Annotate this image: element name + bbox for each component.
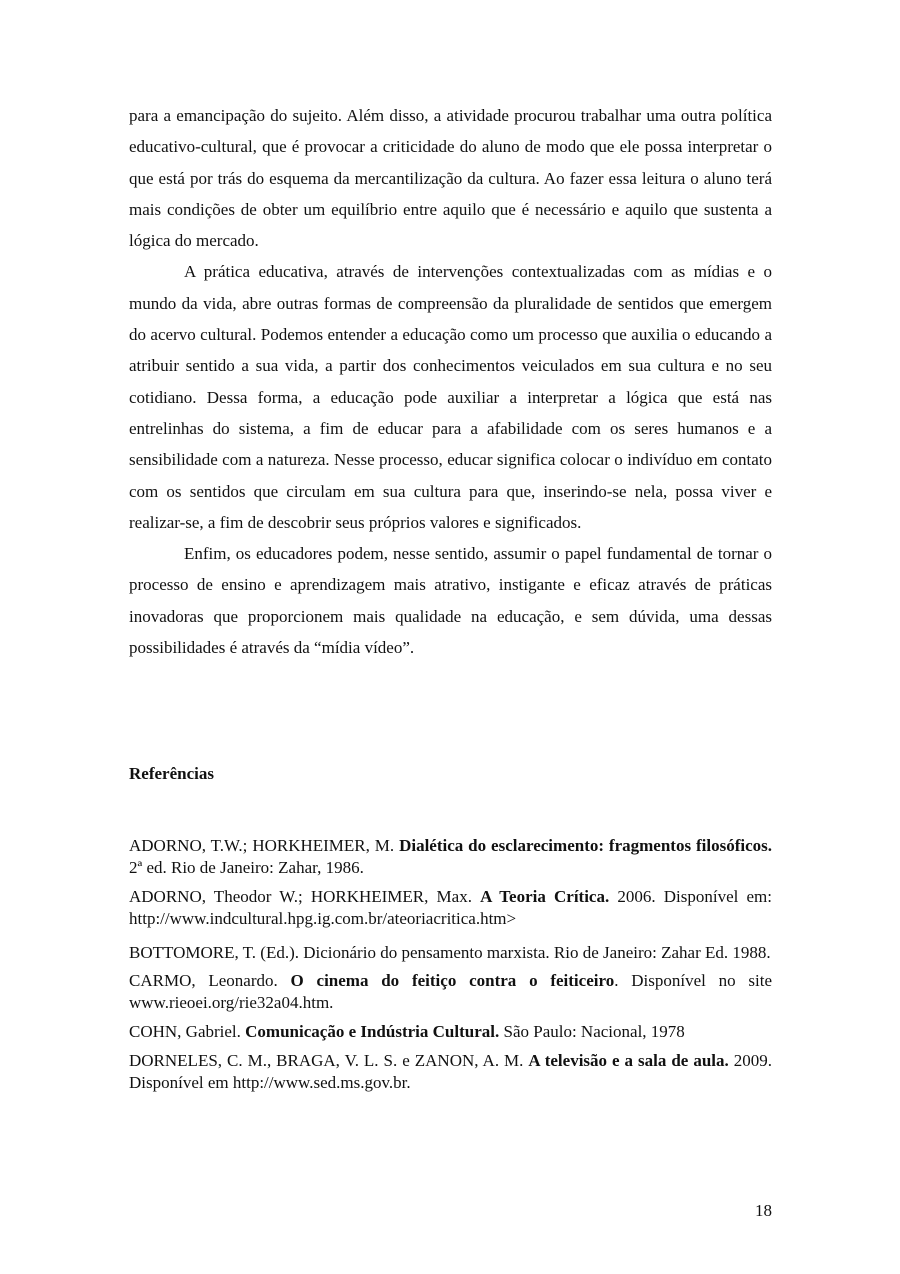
reference-item: ADORNO, T.W.; HORKHEIMER, M. Dialética do esclarecimento: fragmentos filosóficos. 2ª ed. Rio de Janeiro: Zahar, 1986. (129, 836, 772, 877)
body-text (129, 100, 772, 663)
paragraph-1: para a emancipação do sujeito. Além disso, a atividade procurou trabalhar uma outra política educativo-cultural, que é provocar a criticidade do aluno de modo que ele possa interpretar o que está por trás do esquema da mercantilização da cultura. Ao fazer essa leitura o aluno terá mais condições de obter um equilíbrio entre aquilo que é necessário e aquilo que sustenta a lógica do mercado. (129, 106, 772, 251)
references-heading: Referências (129, 764, 214, 783)
reference-item: CARMO, Leonardo. O cinema do feitiço contra o feiticeiro. Disponível no site www.rieoei.org/rie32a04.htm. (129, 971, 773, 1012)
references-list (129, 835, 772, 1101)
paragraph-3: Enfim, os educadores podem, nesse sentido, assumir o papel fundamental de tornar o processo de ensino e aprendizagem mais atrativo, instigante e eficaz através de práticas inovadoras que proporcionem mais qualidade na educação, e sem dúvida, uma dessas possibilidades é através da “mídia vídeo”. (129, 544, 772, 658)
reference-item: COHN, Gabriel. Comunicação e Indústria Cultural. São Paulo: Nacional, 1978 (129, 1022, 685, 1041)
reference-item: DORNELES, C. M., BRAGA, V. L. S. e ZANON, A. M. A televisão e a sala de aula. 2009. Disponível em http://www.sed.ms.gov.br. (129, 1051, 772, 1092)
reference-item: BOTTOMORE, T. (Ed.). Dicionário do pensamento marxista. Rio de Janeiro: Zahar Ed. 1988. (129, 943, 771, 962)
page-number: 18 (755, 1201, 772, 1220)
paragraph-2: A prática educativa, através de intervenções contextualizadas com as mídias e o mundo da vida, abre outras formas de compreensão da pluralidade de sentidos que emergem do acervo cultural. Podemos entender a educação como um processo que auxilia o educando a atribuir sentido a sua vida, a partir dos conhecimentos veiculados em sua cultura e no seu cotidiano. Dessa forma, a educação pode auxiliar a interpretar a lógica que está nas entrelinhas do sistema, a fim de educar para a afabilidade com os seres humanos e a sensibilidade com a natureza. Nesse processo, educar significa colocar o indivíduo em contato com os sentidos que circulam em sua cultura para que, inserindo-se nela, possa viver e realizar-se, a fim de descobrir seus próprios valores e significados. (129, 262, 772, 532)
document-page (129, 100, 773, 1092)
reference-item: ADORNO, Theodor W.; HORKHEIMER, Max. A Teoria Crítica. 2006. Disponível em: http://www.indcultural.hpg.ig.com.br/ateoriacritica.htm> (129, 887, 772, 928)
